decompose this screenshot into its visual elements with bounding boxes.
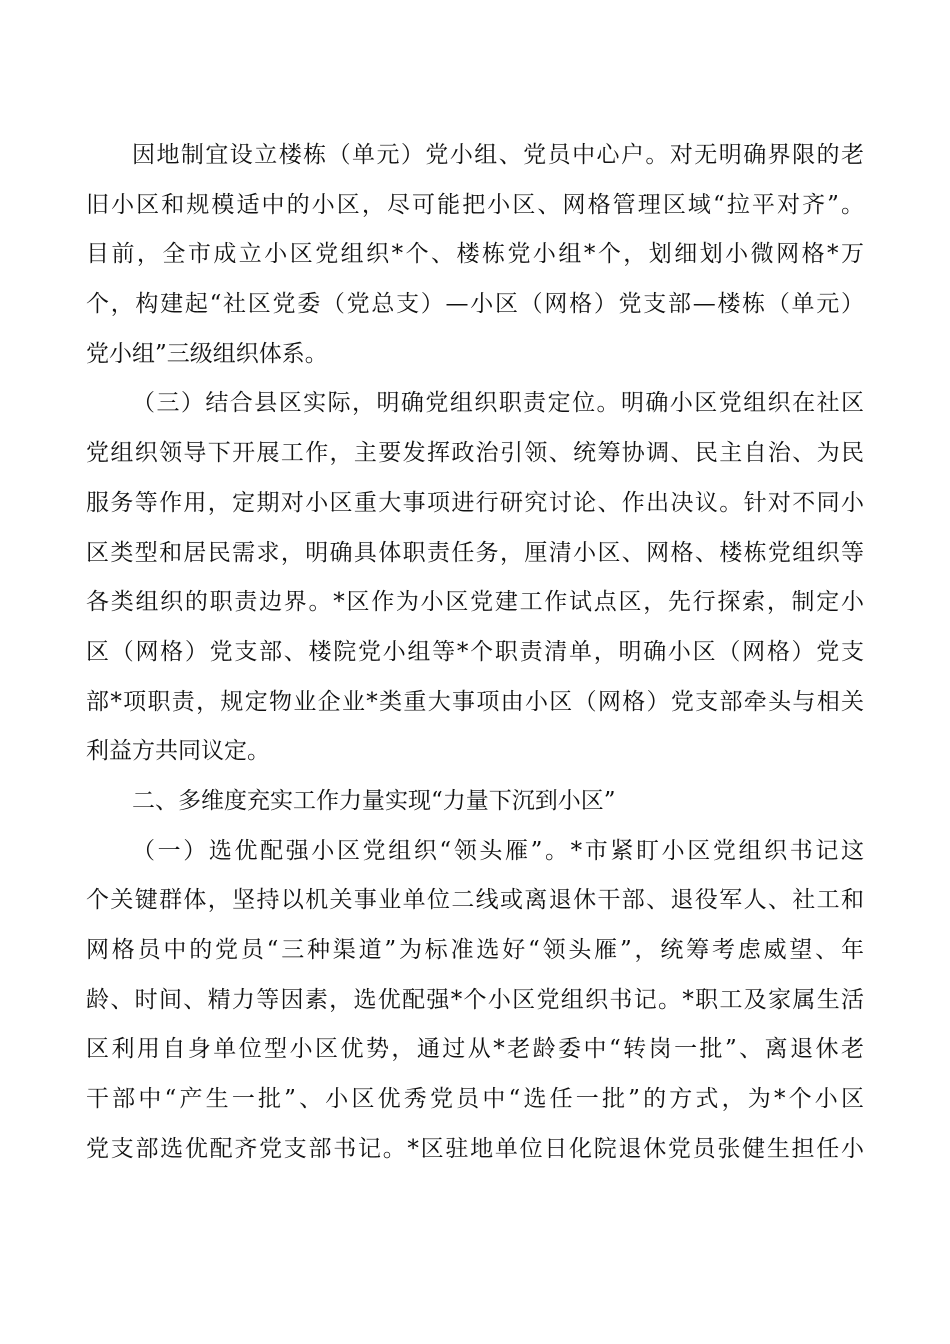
text-line: 区类型和居民需求，明确具体职责任务，厘清小区、网格、楼栋党组织等 [86,539,864,566]
text-line: 目前，全市成立小区党组织*个、楼栋党小组*个，划细划小微网格*万 [86,241,864,268]
text-line: 党组织领导下开展工作，主要发挥政治引领、统筹协调、民主自治、为民 [86,440,864,467]
text-line: 各类组织的职责边界。*区作为小区党建工作试点区，先行探索，制定小 [86,589,864,616]
text-line: 党支部选优配齐党支部书记。*区驻地单位日化院退休党员张健生担任小 [86,1135,864,1162]
text-line: 因地制宜设立楼栋（单元）党小组、党员中心户。对无明确界限的老 [132,142,864,168]
text-line: （三）结合县区实际，明确党组织职责定位。明确小区党组织在社区 [132,390,864,417]
text-line: 党小组”三级组织体系。 [86,340,328,367]
text-line: 网格员中的党员“三种渠道”为标准选好“领头雁”，统筹考虑威望、年 [86,937,864,963]
text-line: （一）选优配强小区党组织“领头雁”。*市紧盯小区党组织书记这 [132,837,864,864]
section-heading [86,777,864,827]
text-line: 旧小区和规模适中的小区，尽可能把小区、网格管理区域“拉平对齐”。 [86,191,864,218]
paragraph-3 [86,827,864,1175]
document-body [86,131,864,1174]
paragraph-2 [86,379,864,777]
text-line: 个，构建起“社区党委（党总支）—小区（网格）党支部—楼栋（单元） [86,291,864,318]
text-line: 部*项职责，规定物业企业*类重大事项由小区（网格）党支部牵头与相关 [86,688,864,715]
text-line: 个关键群体，坚持以机关事业单位二线或离退休干部、退役军人、社工和 [86,887,864,914]
text-line: 区（网格）党支部、楼院党小组等*个职责清单，明确小区（网格）党支 [86,638,864,665]
text-line: 区利用自身单位型小区优势，通过从*老龄委中“转岗一批”、离退休老 [86,1036,864,1063]
text-line: 龄、时间、精力等因素，选优配强*个小区党组织书记。*职工及家属生活 [86,986,864,1013]
text-line: 干部中“产生一批”、小区优秀党员中“选任一批”的方式，为*个小区 [86,1086,864,1113]
text-line: 服务等作用，定期对小区重大事项进行研究讨论、作出决议。针对不同小 [86,489,864,516]
heading-line: 二、多维度充实工作力量实现“力量下沉到小区” [132,787,616,814]
paragraph-1 [86,131,864,379]
text-line: 利益方共同议定。 [86,738,270,765]
